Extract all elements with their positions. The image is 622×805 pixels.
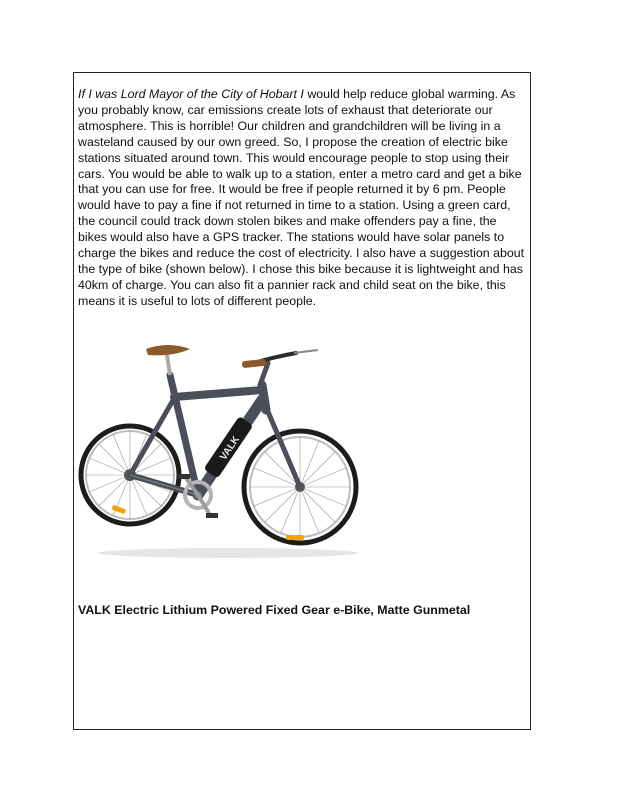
letter-body: would help reduce global warming. As you probably know, car emissions create lots of exhaust that deteriorate our atmosphere. This is horrible! Our children and grandchildren will be living in a wasteland caused by our own greed. So, I propose the creation of electric bike stations situated around town. This would encourage people to stop using their cars. You would be able to walk up to a station, enter a metro card and get a bike that you can use for free. It would be free if people returned it by 6 pm. People would have to pay a fine if not returned in time to a station. Using a green card, the council could track down stolen bikes and make offenders pay a fine, the bikes would also have a GPS tracker. The stations would have solar panels to charge the bikes and reduce the cost of electricity. I also have a suggestion about the type of bike (shown below). I chose this bike because it is lightweight and has 40km of charge. You can also fit a pannier rack and child seat on the bike, this means it is useful to lots of different people. [78,87,525,308]
front-reflector [286,535,304,540]
handlebar [242,350,318,368]
saddle [146,345,190,355]
bike-caption: VALK Electric Lithium Powered Fixed Gear e-Bike, Matte Gunmetal [78,603,471,617]
e-bike-photo [78,335,368,565]
letter-opening: If I was Lord Mayor of the City of Hobart I [78,87,304,101]
bike-shadow [98,548,358,558]
seat-post [167,355,170,375]
letter-paragraph [78,87,528,310]
rear-reflector [111,505,126,514]
battery-logo: VALK [218,434,243,463]
